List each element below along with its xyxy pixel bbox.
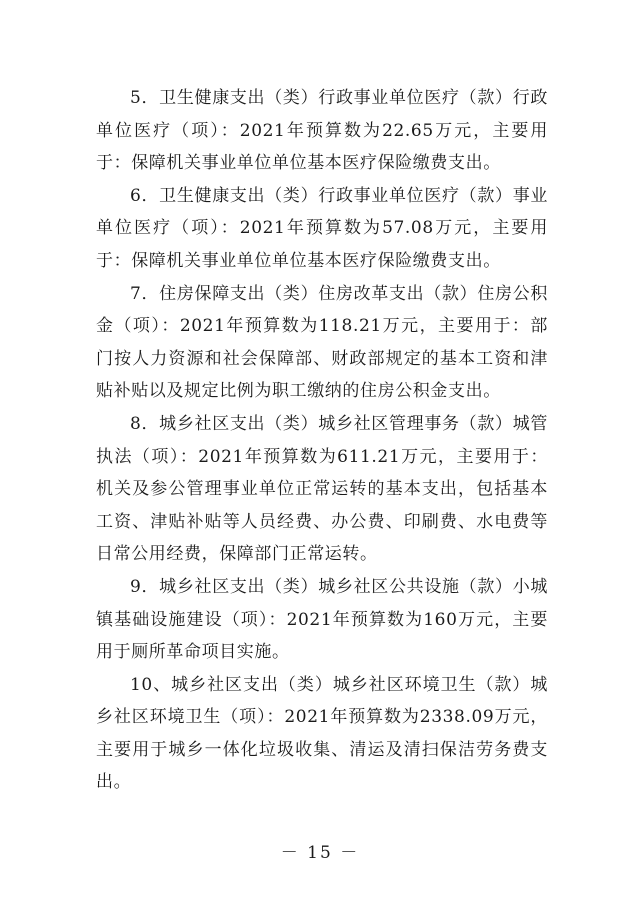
paragraph-item-7: 7．住房保障支出（类）住房改革支出（款）住房公积金（项）：2021年预算数为118.21万元，主要用于：部门按人力资源和社会保障部、财政部规定的基本工资和津贴补贴以及规定比例为职工缴纳的住房公积金支出。 bbox=[96, 283, 548, 402]
paragraph-item-8: 8．城乡社区支出（类）城乡社区管理事务（款）城管执法（项）：2021年预算数为611.21万元，主要用于：机关及参公管理事业单位正常运转的基本支出，包括基本工资、津贴补贴等人员经费、办公费、印刷费、水电费等日常公用经费，保障部门正常运转。 bbox=[96, 413, 548, 565]
page-number: － 15 － bbox=[280, 843, 360, 863]
paragraph-item-9: 9．城乡社区支出（类）城乡社区公共设施（款）小城镇基础设施建设（项）：2021年预算数为160万元，主要用于厕所革命项目实施。 bbox=[96, 576, 548, 663]
paragraph-item-6: 6．卫生健康支出（类）行政事业单位医疗（款）事业单位医疗（项）：2021年预算数为57.08万元，主要用于：保障机关事业单位单位基本医疗保险缴费支出。 bbox=[96, 185, 548, 271]
paragraph-item-10: 10、城乡社区支出（类）城乡社区环境卫生（款）城乡社区环境卫生（项）：2021年预算数为2338.09万元，主要用于城乡一体化垃圾收集、清运及清扫保洁劳务费支出。 bbox=[96, 674, 548, 793]
paragraph-item-5: 5．卫生健康支出（类）行政事业单位医疗（款）行政单位医疗（项）：2021年预算数为22.65万元，主要用于：保障机关事业单位单位基本医疗保险缴费支出。 bbox=[96, 88, 548, 174]
document-body bbox=[96, 82, 548, 799]
